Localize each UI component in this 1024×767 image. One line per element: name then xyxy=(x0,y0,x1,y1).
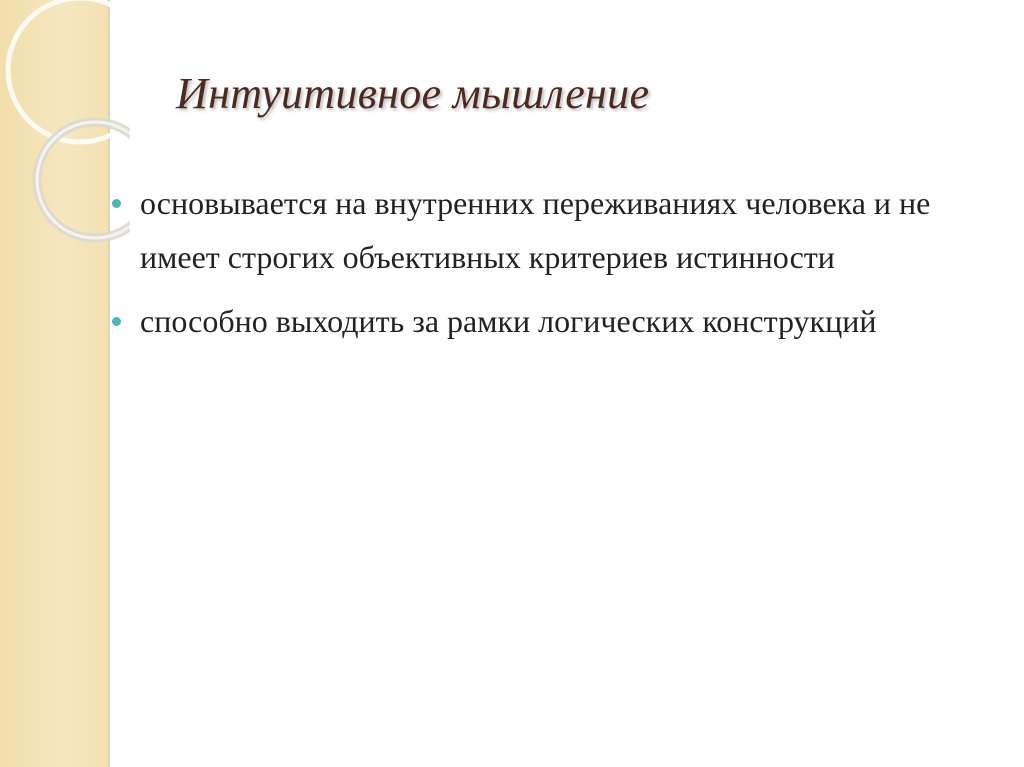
bullet-dot-icon xyxy=(112,199,121,208)
bullet-list xyxy=(108,176,988,358)
bullet-item xyxy=(108,176,988,284)
bullet-text: способно выходить за рамки логических конструкций xyxy=(140,303,877,339)
bullet-item xyxy=(108,294,988,348)
bullet-dot-icon xyxy=(112,317,121,326)
slide-title: Интуитивное мышление xyxy=(176,69,650,118)
bullet-text: основывается на внутренних переживаниях человека и не имеет строгих объективных критериев истинности xyxy=(140,185,931,275)
